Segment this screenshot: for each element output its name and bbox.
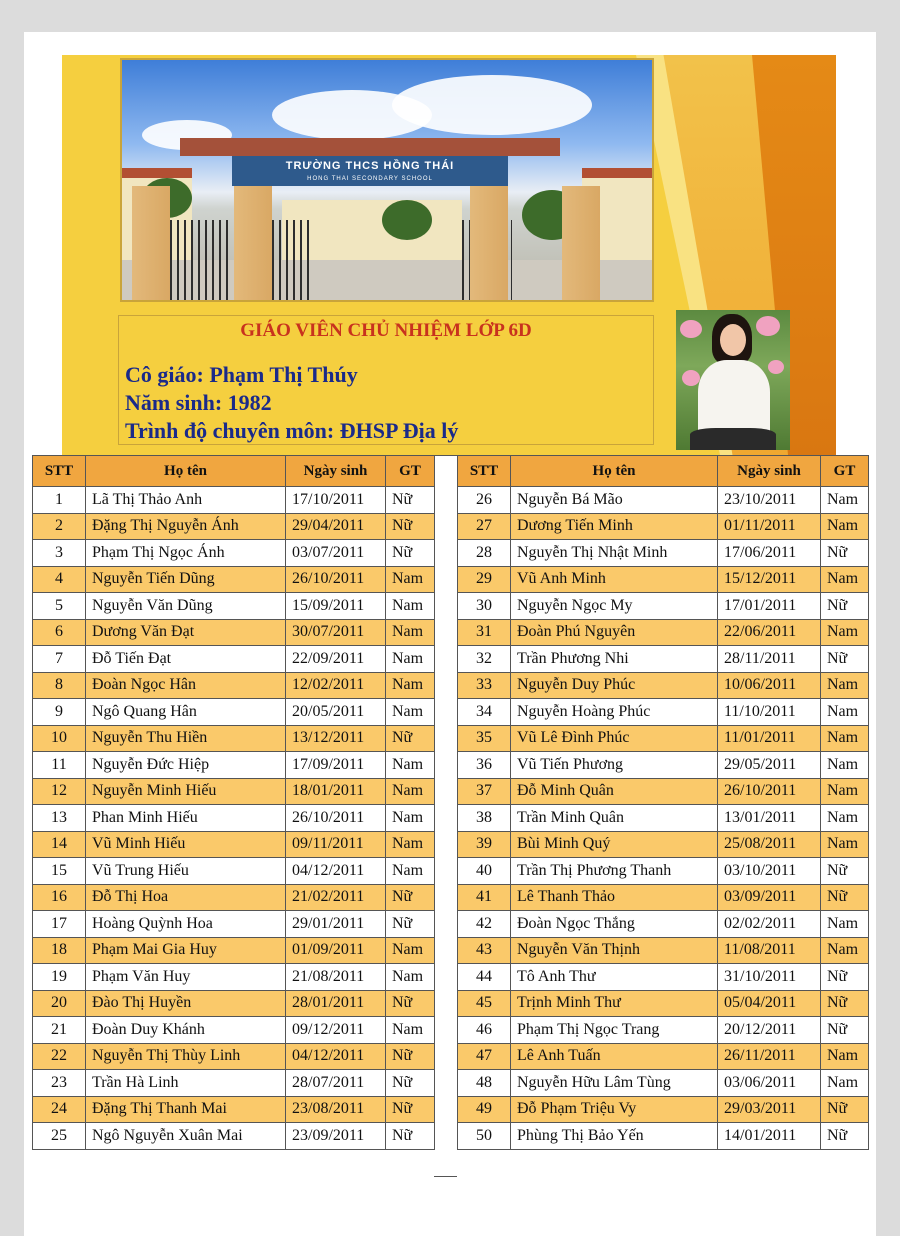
table-row: [458, 566, 869, 593]
student-dob: 26/10/2011: [718, 778, 821, 805]
student-gender: Nam: [386, 752, 435, 779]
student-name: Phạm Mai Gia Huy: [86, 937, 286, 964]
student-dob: 28/07/2011: [286, 1070, 386, 1097]
student-dob: 23/10/2011: [718, 487, 821, 514]
student-gender: Nữ: [386, 540, 435, 567]
student-number: 30: [458, 593, 511, 620]
table-row: [33, 540, 435, 567]
student-name: Nguyễn Ngọc My: [511, 593, 718, 620]
student-number: 5: [33, 593, 86, 620]
student-number: 33: [458, 672, 511, 699]
table-row: [33, 646, 435, 673]
table-row: [33, 1017, 435, 1044]
table-row: [33, 1096, 435, 1123]
table-row: [33, 513, 435, 540]
student-number: 44: [458, 964, 511, 991]
student-gender: Nam: [821, 672, 869, 699]
table-row: [33, 911, 435, 938]
student-name: Bùi Minh Quý: [511, 831, 718, 858]
student-gender: Nam: [821, 1043, 869, 1070]
student-gender: Nữ: [821, 593, 869, 620]
student-gender: Nam: [821, 937, 869, 964]
student-number: 21: [33, 1017, 86, 1044]
student-number: 20: [33, 990, 86, 1017]
student-number: 38: [458, 805, 511, 832]
teacher-photo: [676, 310, 790, 450]
student-number: 36: [458, 752, 511, 779]
student-name: Vũ Trung Hiếu: [86, 858, 286, 885]
student-gender: Nam: [821, 699, 869, 726]
table-row: [458, 513, 869, 540]
student-gender: Nam: [821, 566, 869, 593]
student-gender: Nữ: [821, 858, 869, 885]
student-dob: 21/08/2011: [286, 964, 386, 991]
table-row: [33, 805, 435, 832]
student-dob: 31/10/2011: [718, 964, 821, 991]
table-row: [458, 1096, 869, 1123]
student-dob: 01/09/2011: [286, 937, 386, 964]
student-gender: Nữ: [821, 540, 869, 567]
student-gender: Nam: [386, 699, 435, 726]
student-name: Đoàn Duy Khánh: [86, 1017, 286, 1044]
student-number: 13: [33, 805, 86, 832]
student-name: Đặng Thị Thanh Mai: [86, 1096, 286, 1123]
student-dob: 28/11/2011: [718, 646, 821, 673]
header-stt: STT: [33, 456, 86, 487]
table-row: [458, 593, 869, 620]
table-row: [458, 1070, 869, 1097]
header-name: Họ tên: [511, 456, 718, 487]
table-row: [458, 911, 869, 938]
table-row: [458, 858, 869, 885]
student-gender: Nam: [821, 805, 869, 832]
student-dob: 13/12/2011: [286, 725, 386, 752]
table-row: [33, 990, 435, 1017]
table-row: [458, 937, 869, 964]
school-sign-text: TRƯỜNG THCS HỒNG THÁI: [285, 160, 455, 172]
student-number: 9: [33, 699, 86, 726]
student-number: 2: [33, 513, 86, 540]
table-row: [33, 699, 435, 726]
student-dob: 17/09/2011: [286, 752, 386, 779]
student-gender: Nữ: [821, 884, 869, 911]
student-number: 10: [33, 725, 86, 752]
student-number: 23: [33, 1070, 86, 1097]
student-dob: 17/10/2011: [286, 487, 386, 514]
student-dob: 03/07/2011: [286, 540, 386, 567]
table-gap: [434, 455, 457, 1177]
student-gender: Nam: [386, 778, 435, 805]
student-dob: 01/11/2011: [718, 513, 821, 540]
student-number: 45: [458, 990, 511, 1017]
table-row: [33, 1070, 435, 1097]
table-row: [458, 725, 869, 752]
student-gender: Nam: [386, 858, 435, 885]
student-gender: Nữ: [386, 884, 435, 911]
student-number: 42: [458, 911, 511, 938]
student-name: Nguyễn Văn Thịnh: [511, 937, 718, 964]
student-name: Đỗ Thị Hoa: [86, 884, 286, 911]
student-dob: 18/01/2011: [286, 778, 386, 805]
student-dob: 09/12/2011: [286, 1017, 386, 1044]
table-row: [33, 964, 435, 991]
student-name: Đoàn Ngọc Thắng: [511, 911, 718, 938]
student-name: Lê Thanh Thảo: [511, 884, 718, 911]
table-row: [458, 884, 869, 911]
student-gender: Nữ: [386, 513, 435, 540]
student-number: 32: [458, 646, 511, 673]
student-name: Dương Tiến Minh: [511, 513, 718, 540]
student-number: 49: [458, 1096, 511, 1123]
student-dob: 21/02/2011: [286, 884, 386, 911]
student-dob: 14/01/2011: [718, 1123, 821, 1150]
student-gender: Nam: [821, 1070, 869, 1097]
table-row: [458, 752, 869, 779]
student-number: 47: [458, 1043, 511, 1070]
student-dob: 03/09/2011: [718, 884, 821, 911]
student-gender: Nữ: [386, 1096, 435, 1123]
table-row: [458, 1017, 869, 1044]
student-gender: Nữ: [386, 1070, 435, 1097]
header-dob: Ngày sinh: [286, 456, 386, 487]
student-number: 34: [458, 699, 511, 726]
student-gender: Nam: [386, 593, 435, 620]
student-name: Nguyễn Văn Dũng: [86, 593, 286, 620]
student-name: Trần Minh Quân: [511, 805, 718, 832]
student-name: Phạm Thị Ngọc Trang: [511, 1017, 718, 1044]
teacher-info-box: [118, 315, 654, 445]
student-table-left: [32, 455, 435, 1150]
student-dob: 23/09/2011: [286, 1123, 386, 1150]
student-name: Tô Anh Thư: [511, 964, 718, 991]
student-name: Nguyễn Bá Mão: [511, 487, 718, 514]
student-gender: Nam: [386, 1017, 435, 1044]
header-name: Họ tên: [86, 456, 286, 487]
student-dob: 02/02/2011: [718, 911, 821, 938]
table-row: [33, 619, 435, 646]
student-dob: 15/12/2011: [718, 566, 821, 593]
student-name: Ngô Nguyễn Xuân Mai: [86, 1123, 286, 1150]
student-gender: Nữ: [386, 990, 435, 1017]
student-dob: 20/05/2011: [286, 699, 386, 726]
student-number: 26: [458, 487, 511, 514]
student-gender: Nam: [386, 831, 435, 858]
student-name: Vũ Lê Đình Phúc: [511, 725, 718, 752]
student-dob: 23/08/2011: [286, 1096, 386, 1123]
teacher-qualification: Trình độ chuyên môn: ĐHSP Địa lý: [125, 418, 459, 443]
student-number: 35: [458, 725, 511, 752]
student-dob: 11/08/2011: [718, 937, 821, 964]
student-gender: Nữ: [386, 911, 435, 938]
student-gender: Nữ: [821, 646, 869, 673]
table-row: [33, 778, 435, 805]
teacher-name: Cô giáo: Phạm Thị Thúy: [125, 362, 358, 387]
student-gender: Nam: [821, 831, 869, 858]
student-dob: 17/01/2011: [718, 593, 821, 620]
table-row: [458, 672, 869, 699]
student-gender: Nữ: [386, 1123, 435, 1150]
table-row: [458, 487, 869, 514]
student-number: 25: [33, 1123, 86, 1150]
header-dob: Ngày sinh: [718, 456, 821, 487]
student-name: Hoàng Quỳnh Hoa: [86, 911, 286, 938]
header-gender: GT: [821, 456, 869, 487]
student-number: 3: [33, 540, 86, 567]
student-number: 17: [33, 911, 86, 938]
student-dob: 29/03/2011: [718, 1096, 821, 1123]
student-name: Phùng Thị Bảo Yến: [511, 1123, 718, 1150]
student-dob: 11/10/2011: [718, 699, 821, 726]
student-number: 12: [33, 778, 86, 805]
student-number: 27: [458, 513, 511, 540]
table-row: [33, 566, 435, 593]
student-gender: Nữ: [821, 1017, 869, 1044]
student-name: Đỗ Phạm Triệu Vy: [511, 1096, 718, 1123]
student-gender: Nam: [386, 964, 435, 991]
student-dob: 17/06/2011: [718, 540, 821, 567]
table-row: [458, 619, 869, 646]
student-name: Trần Hà Linh: [86, 1070, 286, 1097]
table-row: [33, 1123, 435, 1150]
student-name: Trần Phương Nhi: [511, 646, 718, 673]
student-name: Phan Minh Hiếu: [86, 805, 286, 832]
student-name: Nguyễn Hữu Lâm Tùng: [511, 1070, 718, 1097]
student-number: 7: [33, 646, 86, 673]
table-row: [458, 1123, 869, 1150]
student-gender: Nam: [386, 672, 435, 699]
table-row: [458, 990, 869, 1017]
student-number: 50: [458, 1123, 511, 1150]
student-gender: Nữ: [821, 1123, 869, 1150]
student-dob: 09/11/2011: [286, 831, 386, 858]
student-dob: 29/01/2011: [286, 911, 386, 938]
student-name: Nguyễn Thu Hiền: [86, 725, 286, 752]
student-name: Đặng Thị Nguyễn Ánh: [86, 513, 286, 540]
student-number: 14: [33, 831, 86, 858]
student-name: Đoàn Phú Nguyên: [511, 619, 718, 646]
student-dob: 13/01/2011: [718, 805, 821, 832]
header-stt: STT: [458, 456, 511, 487]
table-row: [33, 831, 435, 858]
student-dob: 11/01/2011: [718, 725, 821, 752]
student-name: Đỗ Minh Quân: [511, 778, 718, 805]
table-row: [33, 1043, 435, 1070]
student-table-right: [457, 455, 869, 1150]
student-number: 31: [458, 619, 511, 646]
student-name: Đỗ Tiến Đạt: [86, 646, 286, 673]
student-dob: 03/06/2011: [718, 1070, 821, 1097]
student-gender: Nam: [386, 619, 435, 646]
table-row: [458, 540, 869, 567]
table-row: [458, 805, 869, 832]
student-dob: 25/08/2011: [718, 831, 821, 858]
student-number: 1: [33, 487, 86, 514]
table-row: [458, 831, 869, 858]
student-gender: Nữ: [386, 725, 435, 752]
student-gender: Nam: [821, 487, 869, 514]
student-gender: Nam: [821, 513, 869, 540]
student-number: 16: [33, 884, 86, 911]
student-number: 24: [33, 1096, 86, 1123]
student-number: 11: [33, 752, 86, 779]
student-number: 40: [458, 858, 511, 885]
student-gender: Nữ: [821, 964, 869, 991]
student-gender: Nam: [821, 911, 869, 938]
student-dob: 29/04/2011: [286, 513, 386, 540]
student-name: Dương Văn Đạt: [86, 619, 286, 646]
student-gender: Nam: [386, 937, 435, 964]
student-dob: 10/06/2011: [718, 672, 821, 699]
student-dob: 28/01/2011: [286, 990, 386, 1017]
table-row: [33, 752, 435, 779]
teacher-birth-year: Năm sinh: 1982: [125, 390, 272, 415]
student-gender: Nữ: [821, 1096, 869, 1123]
table-row: [33, 858, 435, 885]
school-sign: [232, 156, 508, 186]
student-dob: 29/05/2011: [718, 752, 821, 779]
student-name: Vũ Tiến Phương: [511, 752, 718, 779]
header-gender: GT: [386, 456, 435, 487]
student-name: Nguyễn Thị Thùy Linh: [86, 1043, 286, 1070]
student-dob: 22/06/2011: [718, 619, 821, 646]
student-dob: 05/04/2011: [718, 990, 821, 1017]
student-name: Đoàn Ngọc Hân: [86, 672, 286, 699]
table-row: [458, 964, 869, 991]
student-number: 15: [33, 858, 86, 885]
student-name: Phạm Văn Huy: [86, 964, 286, 991]
student-dob: 15/09/2011: [286, 593, 386, 620]
student-number: 48: [458, 1070, 511, 1097]
student-name: Nguyễn Đức Hiệp: [86, 752, 286, 779]
student-dob: 30/07/2011: [286, 619, 386, 646]
student-number: 46: [458, 1017, 511, 1044]
student-name: Vũ Minh Hiếu: [86, 831, 286, 858]
student-number: 4: [33, 566, 86, 593]
student-gender: Nam: [386, 566, 435, 593]
student-gender: Nữ: [386, 1043, 435, 1070]
student-dob: 26/10/2011: [286, 805, 386, 832]
student-dob: 03/10/2011: [718, 858, 821, 885]
student-dob: 12/02/2011: [286, 672, 386, 699]
student-number: 41: [458, 884, 511, 911]
student-dob: 04/12/2011: [286, 858, 386, 885]
student-dob: 22/09/2011: [286, 646, 386, 673]
student-gender: Nam: [821, 778, 869, 805]
student-name: Nguyễn Thị Nhật Minh: [511, 540, 718, 567]
table-row: [33, 725, 435, 752]
student-number: 28: [458, 540, 511, 567]
school-gate-photo: [120, 58, 654, 302]
table-row: [33, 672, 435, 699]
table-row: [33, 593, 435, 620]
student-number: 18: [33, 937, 86, 964]
student-name: Vũ Anh Minh: [511, 566, 718, 593]
student-gender: Nam: [821, 619, 869, 646]
student-name: Nguyễn Duy Phúc: [511, 672, 718, 699]
student-dob: 20/12/2011: [718, 1017, 821, 1044]
table-row: [458, 778, 869, 805]
student-name: Nguyễn Tiến Dũng: [86, 566, 286, 593]
table-row: [33, 884, 435, 911]
homeroom-title: GIÁO VIÊN CHỦ NHIỆM LỚP 6D: [240, 320, 532, 341]
table-row: [33, 937, 435, 964]
student-number: 37: [458, 778, 511, 805]
table-row: [458, 1043, 869, 1070]
student-number: 6: [33, 619, 86, 646]
table-row: [458, 699, 869, 726]
student-name: Nguyễn Hoàng Phúc: [511, 699, 718, 726]
student-dob: 26/11/2011: [718, 1043, 821, 1070]
student-gender: Nữ: [386, 487, 435, 514]
student-name: Nguyễn Minh Hiếu: [86, 778, 286, 805]
student-number: 19: [33, 964, 86, 991]
student-dob: 04/12/2011: [286, 1043, 386, 1070]
student-number: 43: [458, 937, 511, 964]
student-dob: 26/10/2011: [286, 566, 386, 593]
student-number: 8: [33, 672, 86, 699]
student-number: 22: [33, 1043, 86, 1070]
student-gender: Nam: [821, 725, 869, 752]
student-gender: Nữ: [821, 990, 869, 1017]
student-number: 29: [458, 566, 511, 593]
school-sign-subtext: HONG THAI SECONDARY SCHOOL: [307, 176, 433, 182]
student-number: 39: [458, 831, 511, 858]
student-name: Trịnh Minh Thư: [511, 990, 718, 1017]
student-name: Lã Thị Thảo Anh: [86, 487, 286, 514]
table-row: [33, 487, 435, 514]
student-name: Phạm Thị Ngọc Ánh: [86, 540, 286, 567]
student-name: Ngô Quang Hân: [86, 699, 286, 726]
student-name: Đào Thị Huyền: [86, 990, 286, 1017]
student-name: Lê Anh Tuấn: [511, 1043, 718, 1070]
student-gender: Nam: [821, 752, 869, 779]
student-name: Trần Thị Phương Thanh: [511, 858, 718, 885]
table-row: [458, 646, 869, 673]
student-gender: Nam: [386, 646, 435, 673]
student-gender: Nam: [386, 805, 435, 832]
